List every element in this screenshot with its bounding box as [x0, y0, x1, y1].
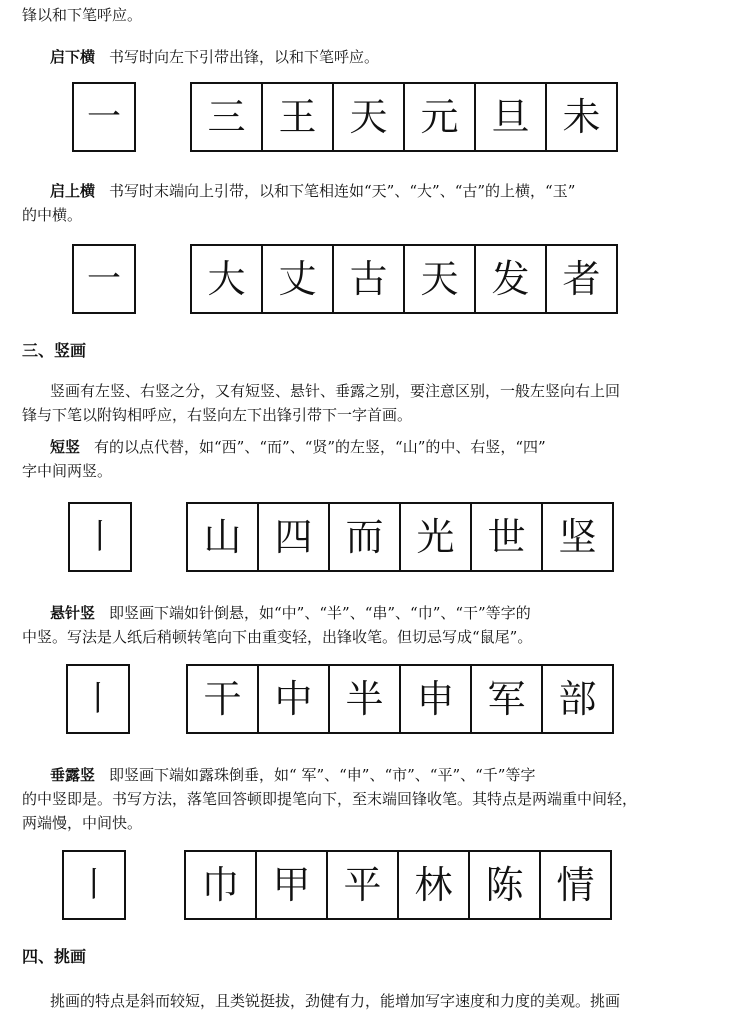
example-character: 陈	[468, 850, 541, 920]
paragraph-text: 即竖画下端如针倒悬，如“中”、“半”、“串”、“巾”、“干”等字的	[109, 604, 531, 622]
example-character: 古	[332, 244, 405, 314]
text-line: 锋以和下笔呼应。	[22, 6, 143, 24]
example-character: 光	[399, 502, 472, 572]
example-character: 旦	[474, 82, 547, 152]
paragraph-xuanzhen	[50, 602, 740, 624]
example-character: 者	[545, 244, 618, 314]
example-character: 大	[190, 244, 263, 314]
text-line: 的中横。	[22, 206, 83, 224]
term-label: 垂露竖	[50, 766, 96, 784]
paragraph-text: 挑画的特点是斜而较短，且类锐挺拔，劲健有力，能增加写字速度和力度的美观。挑画	[50, 992, 621, 1010]
stroke-example-box: 一	[72, 82, 136, 152]
example-character: 林	[397, 850, 470, 920]
paragraph-chuilu	[50, 764, 740, 786]
stroke-example-box: 一	[72, 244, 136, 314]
paragraph-text: 有的以点代替，如“西”、“而”、“贤”的左竖，“山”的中、右竖，“四”	[94, 438, 546, 456]
text-line: 的中竖即是。书写方法，落笔回答顿即提笔向下，至末端回锋收笔。其特点是两端重中间轻，	[22, 790, 638, 808]
term-label: 启下横	[50, 48, 96, 66]
paragraph-duanshu	[50, 436, 740, 458]
example-character-row	[186, 664, 614, 734]
example-character: 三	[190, 82, 263, 152]
text-line: 两端慢，中间快。	[22, 814, 143, 832]
paragraph-text: 书写时向左下引带出锋，以和下笔呼应。	[109, 48, 380, 66]
example-character: 申	[399, 664, 472, 734]
paragraph-text: 书写时末端向上引带，以和下笔相连如“天”、“大”、“古”的上横，“玉”	[109, 182, 576, 200]
text-line: 中竖。写法是人纸后稍顿转笔向下由重变轻，出锋收笔。但切忌写成“鼠尾”。	[22, 628, 533, 646]
example-character: 甲	[255, 850, 328, 920]
paragraph-qishangheng	[50, 180, 740, 202]
term-label: 短竖	[50, 438, 81, 456]
example-character: 部	[541, 664, 614, 734]
example-character: 四	[257, 502, 330, 572]
example-character: 中	[257, 664, 330, 734]
example-character: 情	[539, 850, 612, 920]
example-character: 干	[186, 664, 259, 734]
example-character: 天	[332, 82, 405, 152]
example-character: 而	[328, 502, 401, 572]
paragraph-qixiaheng	[50, 46, 740, 68]
example-character: 王	[261, 82, 334, 152]
example-character: 未	[545, 82, 618, 152]
paragraph-text: 竖画有左竖、右竖之分，又有短竖、悬针、垂露之别，要注意区别，一般左竖向右上回	[50, 382, 621, 400]
example-character: 山	[186, 502, 259, 572]
example-character: 天	[403, 244, 476, 314]
example-character-row	[190, 82, 618, 152]
term-label: 启上横	[50, 182, 96, 200]
example-character: 巾	[184, 850, 257, 920]
example-character: 半	[328, 664, 401, 734]
section-heading: 三、竖画	[22, 341, 87, 360]
section-heading: 四、挑画	[22, 947, 87, 966]
example-character: 发	[474, 244, 547, 314]
example-character: 元	[403, 82, 476, 152]
example-character-row	[186, 502, 614, 572]
example-character: 军	[470, 664, 543, 734]
example-character-row	[184, 850, 612, 920]
term-label: 悬针竖	[50, 604, 96, 622]
paragraph-text: 即竖画下端如露珠倒垂，如“ 军”、“申”、“市”、“平”、“千”等字	[109, 766, 536, 784]
example-character-row	[190, 244, 618, 314]
text-line: 字中间两竖。	[22, 462, 113, 480]
stroke-example-box: 丨	[62, 850, 126, 920]
example-character: 平	[326, 850, 399, 920]
example-character: 丈	[261, 244, 334, 314]
example-character: 坚	[541, 502, 614, 572]
stroke-example-box: 丨	[66, 664, 130, 734]
stroke-example-box: 丨	[68, 502, 132, 572]
example-character: 世	[470, 502, 543, 572]
paragraph-text: 锋与下笔以附钩相呼应，右竖向左下出锋引带下一字首画。	[22, 406, 413, 424]
